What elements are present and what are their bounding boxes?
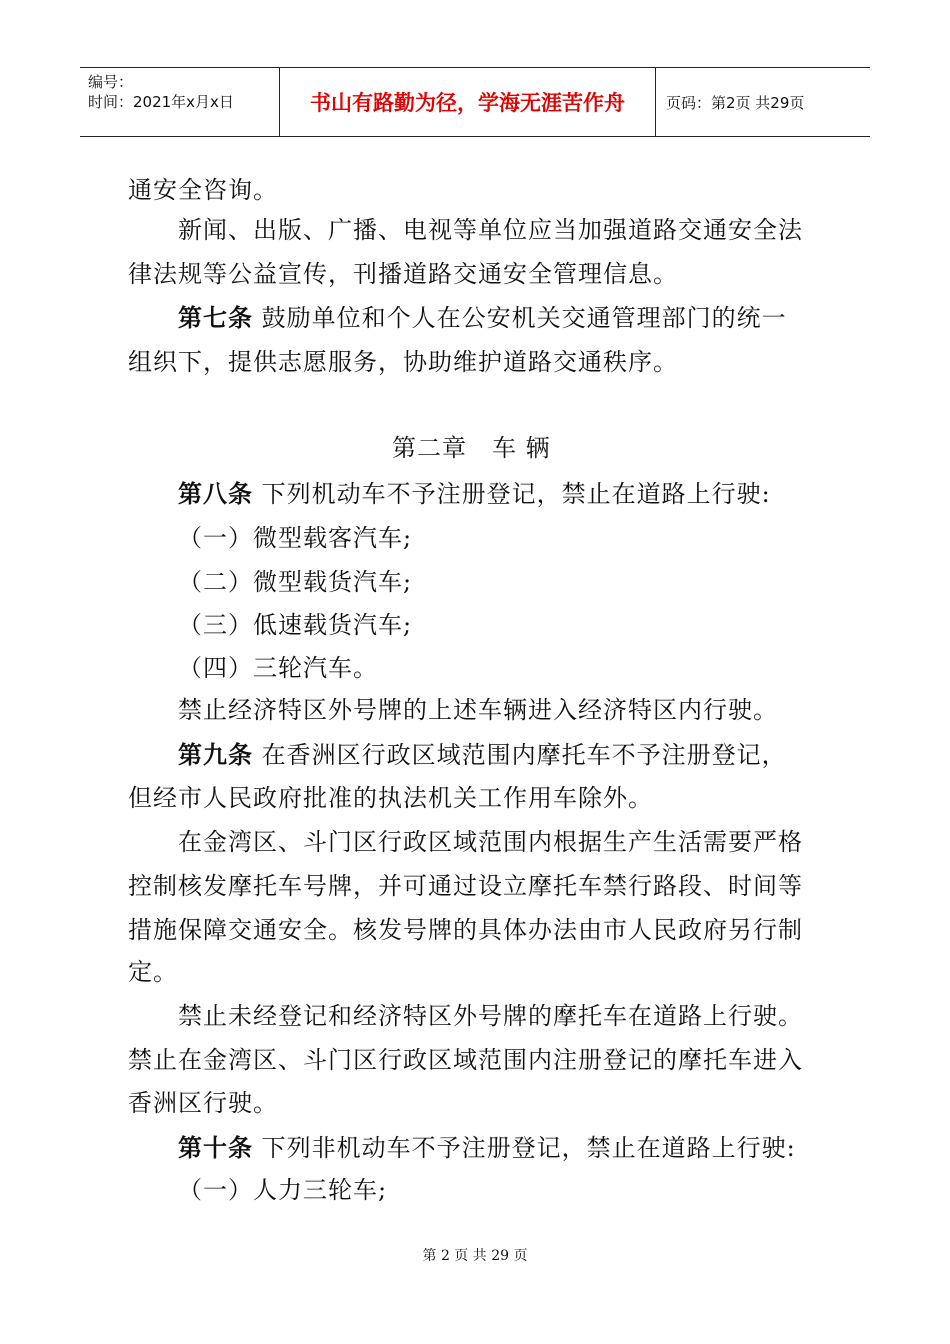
text-line: 下列机动车不予注册登记，禁止在道路上行驶: <box>261 480 771 508</box>
page-header <box>80 67 870 137</box>
number-label: 编号： <box>88 73 134 91</box>
list-item: （一）微型载客汽车; <box>178 524 413 552</box>
article-7-line <box>178 298 787 333</box>
text-line: 措施保障交通安全。核发号牌的具体办法由市人民政府另行制 <box>128 916 803 944</box>
list-item: （四）三轮汽车。 <box>178 654 378 682</box>
text-line: 在金湾区、斗门区行政区域范围内根据生产生活需要严格 <box>178 828 803 856</box>
text-line: 定。 <box>128 958 178 986</box>
header-page-label: 页码：第2页 共29页 <box>666 93 805 112</box>
text-line: 但经市人民政府批准的执法机关工作用车除外。 <box>128 784 653 812</box>
article-10-line <box>178 1128 796 1163</box>
page-footer: 第 2 页 共 29 页 <box>422 1248 528 1264</box>
text-line: 新闻、出版、广播、电视等单位应当加强道路交通安全法 <box>178 216 803 244</box>
text-line: 通安全咨询。 <box>128 176 278 204</box>
text-line: 在香洲区行政区域范围内摩托车不予注册登记， <box>261 741 787 769</box>
text-line: 组织下，提供志愿服务，协助维护道路交通秩序。 <box>128 348 678 376</box>
article-8-line <box>178 474 771 509</box>
chapter-title: 第二章 车 辆 <box>392 434 551 462</box>
header-meta <box>80 68 280 136</box>
text-line: 禁止在金湾区、斗门区行政区域范围内注册登记的摩托车进入 <box>128 1046 803 1074</box>
article-9-line <box>178 735 787 770</box>
text-line: 禁止经济特区外号牌的上述车辆进入经济特区内行驶。 <box>178 696 778 724</box>
text-line: 律法规等公益宣传，刊播道路交通安全管理信息。 <box>128 260 678 288</box>
article-9-title: 第九条 <box>178 741 253 769</box>
text-line: 香洲区行驶。 <box>128 1089 278 1117</box>
text-line: 禁止未经登记和经济特区外号牌的摩托车在道路上行驶。 <box>178 1002 803 1030</box>
time-label: 时间：2021年x月x日 <box>88 93 234 111</box>
list-item: （三）低速载货汽车; <box>178 611 413 639</box>
article-8-title: 第八条 <box>178 480 253 508</box>
header-motto: 书山有路勤为径，学海无涯苦作舟 <box>280 68 656 136</box>
article-7-title: 第七条 <box>178 304 253 332</box>
list-item: （一）人力三轮车; <box>178 1176 388 1204</box>
text-line: 鼓励单位和个人在公安机关交通管理部门的统一 <box>261 304 787 332</box>
text-line: 控制核发摩托车号牌，并可通过设立摩托车禁行路段、时间等 <box>128 872 803 900</box>
list-item: （二）微型载货汽车; <box>178 568 413 596</box>
text-line: 下列非机动车不予注册登记，禁止在道路上行驶: <box>261 1134 796 1162</box>
article-10-title: 第十条 <box>178 1134 253 1162</box>
